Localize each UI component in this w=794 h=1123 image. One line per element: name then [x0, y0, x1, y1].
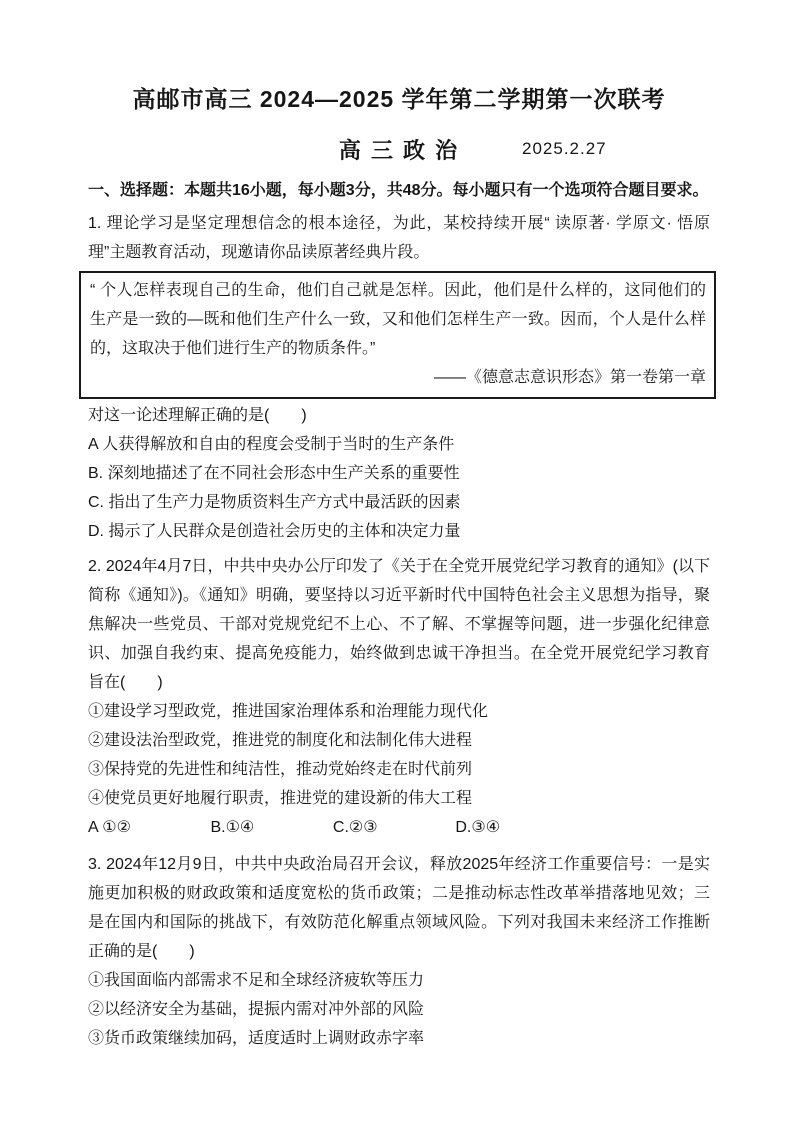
question-1-stem: 1. 理论学习是坚定理想信念的根本途径，为此，某校持续开展“ 读原著· 学原文· 悟原理”主题教育活动，现邀请你品读原著经典片段。: [88, 215, 710, 261]
quote-text: “ 个人怎样表现自己的生命，他们自己就是怎样。因此，他们是什么样的，这同他们的生产是一致的—既和他们生产什么一致，又和他们怎样生产一致。因而，个人是什么样的，这取决于他们进行生产的物质条件。”: [90, 282, 706, 357]
page-title: 高邮市高三 2024—2025 学年第二学期第一次联考: [132, 86, 666, 112]
question-3-stem: 3. 2024年12月9日，中共中央政治局召开会议，释放2025年经济工作重要信号：一是实施更加积极的财政政策和适度宽松的货币政策；二是推动标志性改革举措落地见效；三是在国内和国际的挑战下，有效防范化解重点领域风险。下列对我国未来经济工作推断正确的是( ): [88, 856, 710, 960]
question-3-item-3: ③货币政策继续加码，适度适时上调财政赤字率: [88, 1030, 425, 1047]
quote-box: [79, 271, 716, 399]
question-1-option-b: B. 深刻地描述了在不同社会形态中生产关系的重要性: [88, 465, 460, 482]
question-2-choice-d: D.③④: [455, 819, 501, 836]
quote-attribution: ——《德意志意识形态》第一卷第一章: [433, 369, 706, 386]
question-2-item-3: ③保持党的先进性和纯洁性，推动党始终走在时代前列: [88, 761, 473, 778]
exam-date: 2025.2.27: [522, 139, 607, 158]
question-1-option-d: D. 揭示了人民群众是创造社会历史的主体和决定力量: [88, 523, 461, 540]
section-one-header: 一、选择题：本题共16小题，每小题3分，共48分。每小题只有一个选项符合题目要求。: [88, 182, 709, 199]
subject-title: 高 三 政 治: [338, 138, 460, 163]
question-2-item-4: ④使党员更好地履行职责，推进党的建设新的伟大工程: [88, 790, 473, 807]
question-1-prompt: 对这一论述理解正确的是( ): [88, 407, 307, 424]
question-2-choice-b: B.①④: [210, 819, 255, 836]
question-2-item-1: ①建设学习型政党，推进国家治理体系和治理能力现代化: [88, 703, 489, 720]
question-2-choice-a: A ①②: [88, 819, 131, 836]
question-2-stem: 2. 2024年4月7日，中共中央办公厅印发了《关于在全党开展党纪学习教育的通知》(以下简称《通知》)。《通知》明确，要坚持以习近平新时代中国特色社会主义思想为指导，聚焦解决一些党员、干部对党规党纪不上心、不了解、不掌握等问题，进一步强化纪律意识、加强自我约束、提高免疫能力，始终做到忠诚干净担当。在全党开展党纪学习教育旨在( ): [88, 558, 710, 691]
question-2-choice-c: C.②③: [332, 819, 378, 836]
question-2-choices: [88, 813, 710, 842]
question-3-item-2: ②以经济安全为基础，提振内需对冲外部的风险: [88, 1001, 425, 1018]
question-2: [88, 552, 710, 842]
question-1-option-c: C. 指出了生产力是物质资料生产方式中最活跃的因素: [88, 494, 461, 511]
question-1: [88, 209, 710, 546]
subtitle-row: [88, 134, 710, 164]
question-1-option-a: A 人获得解放和自由的程度会受制于当时的生产条件: [88, 436, 455, 453]
question-3-item-1: ①我国面临内部需求不足和全球经济疲软等压力: [88, 972, 425, 989]
question-3: [88, 850, 710, 1053]
question-2-item-2: ②建设法治型政党，推进党的制度化和法制化伟大进程: [88, 732, 473, 749]
